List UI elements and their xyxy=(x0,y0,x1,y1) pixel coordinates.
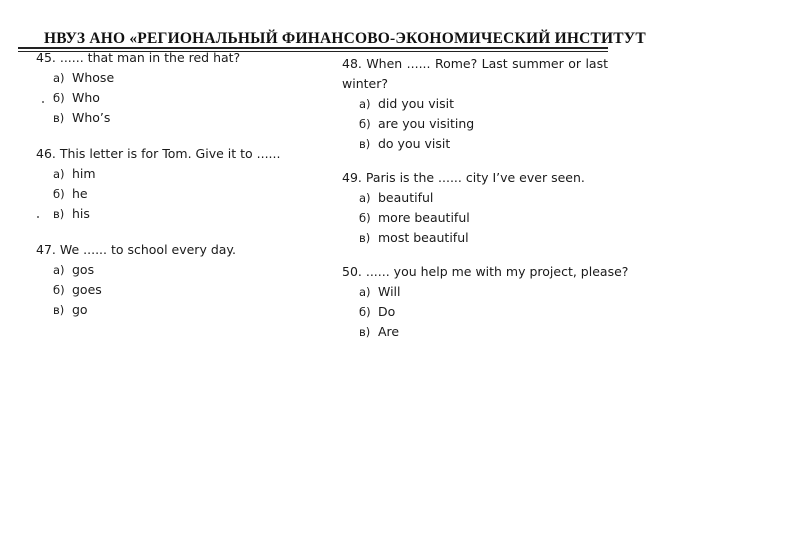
question-text: 48. When ...... Rome? Last summer or last winter? xyxy=(342,56,608,91)
option-text: Are xyxy=(378,324,400,339)
question-47 xyxy=(36,240,236,320)
option-text: Who xyxy=(72,90,100,105)
question-text: 49. Paris is the ...... city I’ve ever seen. xyxy=(342,170,585,185)
option-c xyxy=(36,204,280,224)
option-letter: б) xyxy=(359,211,371,225)
question-text: 50. ...... you help me with my project, please? xyxy=(342,264,629,279)
option-b xyxy=(342,302,628,322)
scan-speck xyxy=(37,216,39,218)
option-letter: а) xyxy=(53,167,65,181)
option-letter: б) xyxy=(53,283,65,297)
option-text: Who’s xyxy=(72,110,111,125)
option-letter: а) xyxy=(53,263,65,277)
option-letter: б) xyxy=(53,187,65,201)
option-text: he xyxy=(72,186,88,201)
option-letter: а) xyxy=(359,191,371,205)
option-a xyxy=(342,94,608,114)
option-letter: в) xyxy=(53,207,65,221)
question-text: 45. ...... that man in the red hat? xyxy=(36,50,241,65)
option-text: more beautiful xyxy=(378,210,470,225)
option-text: Will xyxy=(378,284,401,299)
option-text: him xyxy=(72,166,96,181)
option-b xyxy=(36,184,280,204)
option-text: gos xyxy=(72,262,95,277)
question-46 xyxy=(36,144,280,224)
option-text: are you visiting xyxy=(378,116,475,131)
option-a xyxy=(342,188,585,208)
option-b xyxy=(36,88,240,108)
option-a xyxy=(36,260,236,280)
option-c xyxy=(36,108,240,128)
question-text: 46. This letter is for Tom. Give it to ...... xyxy=(36,146,281,161)
option-c xyxy=(342,322,628,342)
option-text: Whose xyxy=(72,70,115,85)
option-letter: в) xyxy=(53,111,65,125)
question-48 xyxy=(342,54,608,154)
option-a xyxy=(342,282,628,302)
option-b xyxy=(36,280,236,300)
option-a xyxy=(36,68,240,88)
option-c xyxy=(342,228,585,248)
option-text: most beautiful xyxy=(378,230,469,245)
option-a xyxy=(36,164,280,184)
option-b xyxy=(342,114,608,134)
option-letter: а) xyxy=(53,71,65,85)
institute-title: НВУЗ АНО «РЕГИОНАЛЬНЫЙ ФИНАНСОВО-ЭКОНОМИЧЕСКИЙ ИНСТИТУТ xyxy=(44,30,646,47)
question-text: 47. We ...... to school every day. xyxy=(36,242,236,257)
option-c xyxy=(36,300,236,320)
option-letter: б) xyxy=(53,91,65,105)
question-49 xyxy=(342,168,585,248)
option-letter: в) xyxy=(359,325,371,339)
option-text: beautiful xyxy=(378,190,434,205)
option-b xyxy=(342,208,585,228)
option-letter: б) xyxy=(359,117,371,131)
question-50 xyxy=(342,262,628,342)
question-45 xyxy=(36,48,240,128)
option-text: did you visit xyxy=(378,96,455,111)
option-letter: б) xyxy=(359,305,371,319)
option-text: his xyxy=(72,206,90,221)
option-letter: а) xyxy=(359,285,371,299)
option-text: goes xyxy=(72,282,102,297)
option-text: do you visit xyxy=(378,136,451,151)
option-letter: в) xyxy=(359,137,371,151)
option-letter: а) xyxy=(359,97,371,111)
option-letter: в) xyxy=(359,231,371,245)
option-letter: в) xyxy=(53,303,65,317)
option-text: Do xyxy=(378,304,396,319)
option-text: go xyxy=(72,302,88,317)
scan-speck xyxy=(42,101,44,103)
option-c xyxy=(342,134,608,154)
